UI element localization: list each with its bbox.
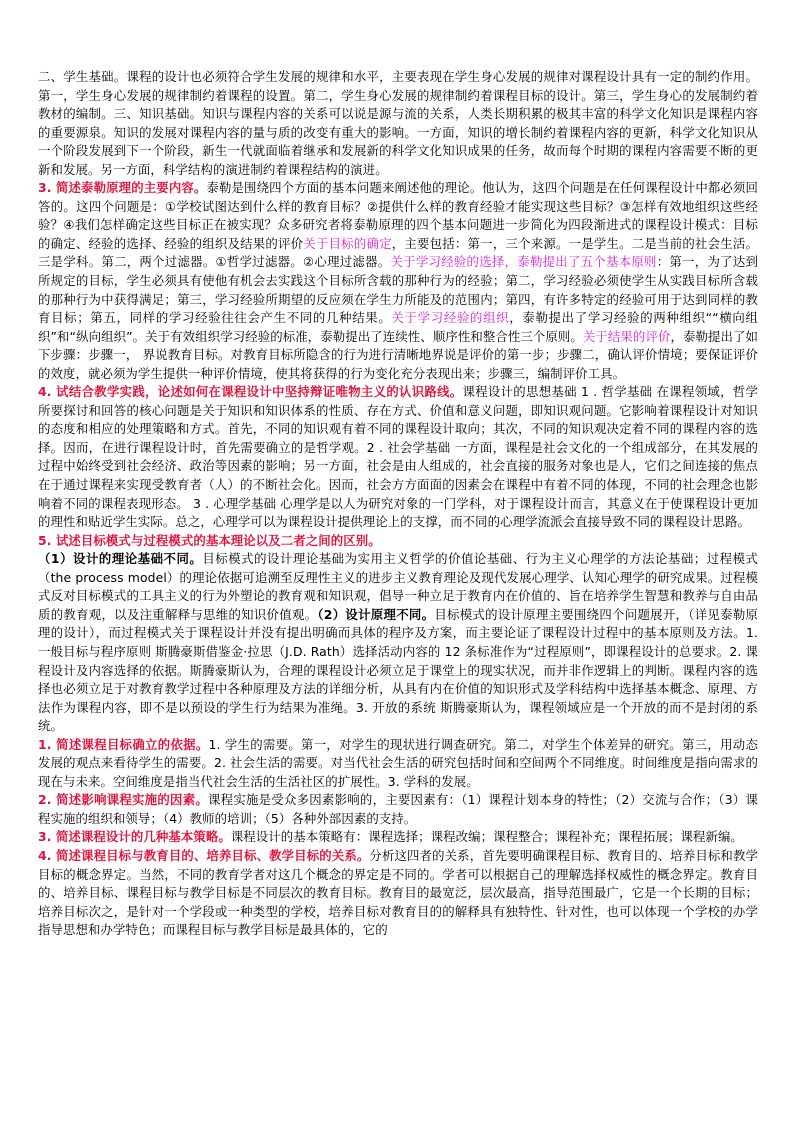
- paragraph-text: 1. 学生的需要。第一，对学生的现状进行调查研究。第二，对学生个体差异的研究。第三，用动态发展的观点来看待学生的需要。2. 社会生活的需要。对当代社会生活的研究包括时间和空间两个不同维度。时间维度是指向需求的现在与未来。空间维度是指当代社会生活的生活社区的扩展性。3. 学科的发展。: [38, 736, 758, 789]
- highlight-experience-organization: 关于学习经验的组织: [391, 310, 510, 326]
- subheading-design-principle: （2）设计原理不同。: [317, 606, 435, 622]
- question-heading: 5. 试述目标模式与过程模式的基本理论以及二者之间的区别。: [38, 532, 381, 548]
- paragraph-goal-relationships: [38, 847, 758, 940]
- document-page: [38, 68, 758, 940]
- paragraph-text: ，主要包括：第一，三个来源。一是学生。二是当前的社会生活。三是学科。第二，两个过滤器。①哲学过滤器。②心理过滤器。: [38, 235, 758, 270]
- paragraph-implementation-factors: [38, 791, 758, 828]
- paragraph-student-knowledge-basis: [38, 68, 758, 179]
- question-heading: 1. 简述课程目标确立的依据。: [38, 736, 209, 752]
- question-heading: 4. 简述课程目标与教育目的、培养目标、教学目标的关系。: [38, 847, 370, 863]
- paragraph-text: 课程设计的基本策略有：课程选择；课程改编；课程整合；课程补充；课程拓展；课程新编。: [230, 829, 743, 845]
- subheading-theory-basis: （1）设计的理论基础不同。: [38, 551, 203, 567]
- paragraph-text: ，泰勒提出了学习经验的两种组织““横向组织”和“纵向组织”。关于有效组织学习经验的标准，泰勒提出了连续性、顺序性和整合性三个原则。: [38, 310, 758, 344]
- paragraph-text: ，泰勒提出了如下步骤：步骤一， 界说教育目标。对教育目标所隐含的行为进行清晰地界说是评价的第一步；步骤二，确认评价情境；要保证评价的效度，就必须为学生提供一种评价情境，使其将获得的行为变化充分表现出来；步骤三，编制评价工具。: [38, 328, 759, 381]
- question-heading: 2. 简述影响课程实施的因素。: [38, 792, 209, 808]
- paragraph-text: 目标模式的设计原理主要围绕四个问题展开，（详见泰勒原理的设计），而过程模式关于课程设计并没有提出明确而具体的程序及方案，而主要论证了课程设计过程中的基本原则及方法。1. 一般目标与程序原则 斯腾豪斯借鉴金·拉思（J.D. Rath）选择活动内容的 12 条标准作为“过程原则”，即课程设计的总要求。2. 课程设计及内容选择的依据。斯腾豪斯认为，合理的课程设计必须立足于课堂上的现实状况，而并非作逻辑上的判断。课程内容的选择也必须立足于对教育教学过程中各种原理及方法的详细分析，从具有内在价值的知识形式及学科结构中选择基本概念、原理、方法作为课程内容，即不是以预设的学生行为结果为准绳。3. 开放的系统 斯腾豪斯认为，课程领域应是一个开放的而不是封闭的系统。: [38, 606, 759, 734]
- paragraph-text: 二、学生基础。课程的设计也必须符合学生发展的规律和水平，主要表现在学生身心发展的规律对课程设计具有一定的制约作用。第一，学生身心发展的规律制约着课程的设置。第二，学生身心发展的规律制约着课程目标的设计。第三，学生身心的发展制约着教材的编制。三、知识基础。知识与课程内容的关系可以说是源与流的关系，人类长期积累的极其丰富的科学文化知识是课程内容的重要源泉。知识的发展对课程内容的量与质的改变有重大的影响。一方面，知识的增长制约着课程内容的更新，科学文化知识从一个阶段发展到下一个阶段，新生一代就面临着继承和发展新的科学文化知识成果的任务，故而每个时期的课程内容需要不断的更新和发展。另一方面，科学结构的演进制约着课程结构的演进。: [38, 69, 758, 177]
- paragraph-dialectical-materialism: [38, 383, 758, 531]
- paragraph-tyler-rationale: [38, 179, 758, 383]
- question-heading: 4. 试结合教学实践，论述如何在课程设计中坚持辩证唯物主义的认识路线。: [38, 384, 463, 400]
- paragraph-text: 泰勒是围绕四个方面的基本问题来阐述他的理论。他认为，这四个问题是在任何课程设计中都必须回答的。这四个问题是：①学校试图达到什么样的教育目标？②提供什么样的教育经验才能实现这些目标？③怎样有效地组织这些经验？④我们怎样确定这些目标正在被实现？众多研究者将泰勒原理的四个基本问题进一步简化为四段渐进式的课程设计模式：目标的确定、经验的选择、经验的组织及结果的评价: [38, 180, 758, 251]
- paragraph-text: 课程设计的思想基础 1 . 哲学基础 在课程领域，哲学所要探讨和回答的核心问题是关于知识和知识体系的性质、存在方式、价值和意义问题，即知识观问题。它影响着课程设计对知识的态度和相应的处理策略和方式。首先，不同的知识观有着不同的课程设计取向；其次，不同的知识观决定着不同的课程内容的选择。因而，在进行课程设计时，首先需要确立的是哲学观。2 . 社会学基础 一方面，课程是社会文化的一个组成部分，在其发展的过程中始终受到社会经济、政治等因素的影响；另一方面，社会是由人组成的，社会直接的服务对象也是人，它们之间连接的焦点在于通过课程来实现受教育者（人）的不断社会化。因而，社会方方面面的因素会在课程中有着不同的体现，不同的社会理念也影响着不同的课程表现形态。 3 . 心理学基础 心理学是以人为研究对象的一门学科，对于课程设计而言，其意义在于使课程设计更加的理性和贴近学生实际。总之，心理学可以为课程设计提供理论上的支撑，而不同的心理学流派会直接导致不同的课程设计思路。: [38, 384, 758, 530]
- question-heading: 3. 简述课程设计的几种基本策略。: [38, 829, 231, 845]
- paragraph-text: 分析这四者的关系，首先要明确课程目标、教育目的、培养目标和教学目标的概念界定。当然，不同的教育学者对这几个概念的界定是不同的。学者可以根据自己的理解选择权威性的概念界定。教育目的、培养目标、课程目标与教学目标是不同层次的教育目标。教育目的最宽泛，层次最高，指导范围最广，它是一个长期的目标；培养目标次之，是针对一个学段或一种类型的学校，培养目标对教育目的的解释具有独特性、针对性，也可以体现一个学校的办学指导思想和办学特色；而课程目标与教学目标是最具体的，它的: [38, 847, 758, 938]
- highlight-evaluation: 关于结果的评价: [582, 328, 671, 344]
- highlight-objectives: 关于目标的确定: [303, 235, 392, 251]
- paragraph-text: ：第一，为了达到所规定的目标，学生必须具有使他有机会去实践这个目标所含载的那种行为的经验；第二，学习经验必须使学生从实践目标所含载的那种行为中获得满足；第三，学习经验所期望的反应须在学生力所能及的范围内；第四，有许多特定的经验可用于达到同样的教育目标；第五，同样的学习经验往往会产生不同的几种结果。: [38, 254, 758, 326]
- highlight-experience-selection: 关于学习经验的选择，泰勒提出了五个基本原则: [390, 254, 657, 270]
- paragraph-text: 课程实施是受众多因素影响的，主要因素有：（1）课程计划本身的特性；（2）交流与合作；（3）课程实施的组织和领导；（4）教师的培训；（5）各种外部因素的支持。: [38, 792, 758, 826]
- question-heading: 3. 简述泰勒原理的主要内容。: [38, 180, 207, 196]
- paragraph-design-strategies: [38, 828, 758, 847]
- paragraph-text: 目标模式的设计理论基础为实用主义哲学的价值论基础、行为主义心理学的方法论基础；过程模式（the process model）的理论依据可追溯至反理性主义的进步主义教育理论及现代发展心理学、认知心理学的研究成果。过程模式反对目标模式的工具主义的行为外塑论的教育观和知识观，倡导一种立足于教育内在价值的、旨在培养学生智慧和教养与自由品质的教育观，以及注重解释与思维的知识价值观。: [38, 551, 758, 622]
- paragraph-objective-basis: [38, 736, 758, 792]
- paragraph-models-comparison: [38, 550, 758, 735]
- paragraph-models-heading: [38, 532, 758, 551]
